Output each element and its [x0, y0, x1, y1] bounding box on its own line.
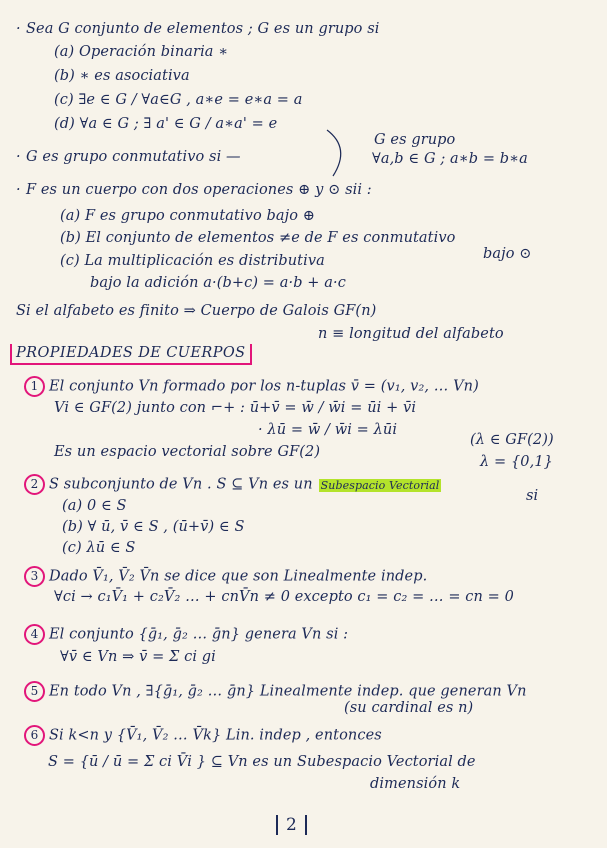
note-text: (b) ∗ es asociativa: [54, 68, 190, 84]
note-line-l4: [54, 91, 303, 109]
note-text: (c) ∃e ∈ G / ∀a∈G , a∗e = e∗a = a: [54, 92, 303, 108]
note-line-l12: [16, 302, 376, 320]
bullet-icon: ·: [16, 21, 21, 37]
note-text: Dado V̄₁, V̄₂ V̄n se dice que son Linealmente indep.: [49, 568, 428, 585]
note-text: (a) 0 ∈ S: [62, 498, 127, 514]
highlighted-term: Subespacio Vectorial: [320, 478, 440, 492]
note-text: S = {ū / ū = Σ ci V̄i } ⊆ Vn es un Subespacio Vectorial de: [48, 754, 476, 770]
note-text: dimensión k: [370, 776, 461, 792]
note-line-l8: [60, 207, 315, 225]
note-line-l9: [60, 229, 455, 247]
note-line-p5b: [344, 699, 473, 717]
note-text: ∀ci → c₁V̄₁ + c₂V̄₂ … + cnV̄n ≠ 0 excepto c₁ = c₂ = … = cn = 0: [54, 589, 514, 605]
note-line-p6b: [48, 753, 476, 771]
note-text: En todo Vn , ∃{ḡ₁, ḡ₂ … ḡn} Linealmente indep. que generan Vn: [49, 683, 527, 700]
note-line-p1b: [54, 399, 416, 417]
bullet-icon: ·: [16, 182, 21, 198]
note-line-p1e: [54, 443, 320, 461]
note-text: ∀v̄ ∈ Vn ⇒ v̄ = Σ ci gi: [60, 649, 216, 665]
note-text: G es grupo conmutativo si —: [26, 149, 241, 165]
property-number: 6: [24, 725, 45, 746]
property-number: 3: [24, 566, 45, 587]
note-line-l6b: [372, 150, 528, 168]
note-text: ∀a,b ∈ G ; a∗b = b∗a: [372, 151, 528, 167]
note-text: Si el alfabeto es finito ⇒ Cuerpo de Galois GF(n): [16, 303, 377, 319]
note-line-l7: [16, 181, 372, 199]
note-text: (d) ∀a ∈ G ; ∃ a' ∈ G / a∗a' = e: [54, 116, 278, 132]
note-line-p3b: [54, 588, 514, 606]
note-text: El conjunto Vn formado por los n-tuplas v̄ = (v₁, v₂, … Vn): [49, 378, 479, 395]
note-text: S subconjunto de Vn . S ⊆ Vn es un: [49, 476, 313, 493]
note-text: (c) λū ∈ S: [62, 540, 136, 556]
note-text: G es grupo: [374, 132, 456, 148]
note-line-p2c: [526, 487, 538, 505]
note-text: si: [526, 488, 539, 504]
property-number: 5: [24, 681, 45, 702]
note-line-p4a: [24, 624, 348, 645]
bracket-curve: [325, 128, 353, 178]
property-number: 4: [24, 624, 45, 645]
note-text: El conjunto {ḡ₁, ḡ₂ … ḡn} genera Vn si :: [49, 626, 349, 643]
bullet-icon: ·: [16, 149, 21, 165]
note-text: (a) F es grupo conmutativo bajo ⊕: [60, 208, 315, 224]
note-line-p2f: [62, 539, 135, 557]
note-text: bajo ⊙: [483, 246, 532, 262]
note-line-l2: [54, 43, 228, 61]
note-text: n ≡ longitud del alfabeto: [318, 326, 504, 342]
note-line-p6c: [370, 775, 460, 793]
note-text: Es un espacio vectorial sobre GF(2): [54, 444, 321, 460]
property-number: 1: [24, 376, 45, 397]
note-line-p2e: [62, 518, 245, 536]
note-line-l13: [318, 325, 504, 343]
note-text: (a) Operación binaria ∗: [54, 44, 229, 60]
note-text: (b) El conjunto de elementos ≠e de F es conmutativo: [60, 230, 456, 246]
note-line-p1a: [24, 376, 479, 397]
note-text: λ = {0,1}: [480, 454, 553, 470]
note-text: bajo la adición a·(b+c) = a·b + a·c: [90, 275, 346, 291]
note-text: (c) La multiplicación es distributiva: [60, 253, 325, 269]
note-line-l5: [54, 115, 277, 133]
note-line-p1d: [470, 431, 554, 449]
note-line-l6a: [374, 131, 455, 149]
section-title: PROPIEDADES DE CUERPOS: [10, 344, 252, 365]
note-text: Sea G conjunto de elementos ; G es un grupo si: [26, 21, 380, 37]
note-line-p4b: [60, 648, 216, 666]
note-line-p2a: [24, 474, 441, 495]
note-text: · λū = w̄ / w̄i = λūi: [258, 422, 398, 438]
note-line-l10a: [483, 245, 532, 263]
note-line-p1c: [258, 421, 397, 439]
note-text: Vi ∈ GF(2) junto con ⌐+ : ū+v̄ = w̄ / w̄i = ūi + v̄i: [54, 400, 417, 416]
note-text: (su cardinal es n): [344, 700, 474, 716]
note-line-l11: [90, 274, 346, 292]
page-number: 2: [276, 815, 307, 835]
note-line-p1f: [480, 453, 553, 471]
note-line-l6: [16, 148, 241, 166]
note-line-l3: [54, 67, 190, 85]
note-line-p2d: [62, 497, 127, 515]
note-line-p3a: [24, 566, 427, 587]
note-text: F es un cuerpo con dos operaciones ⊕ y ⊙ sii :: [26, 182, 372, 198]
property-number: 2: [24, 474, 45, 495]
note-text: Si k<n y {V̄₁, V̄₂ … V̄k} Lin. indep , entonces: [49, 727, 382, 744]
note-text: (λ ∈ GF(2)): [470, 432, 554, 448]
note-line-l10: [60, 252, 325, 270]
note-line-l1: [16, 20, 380, 38]
note-line-p6a: [24, 725, 382, 746]
note-text: (b) ∀ ū, v̄ ∈ S , (ū+v̄) ∈ S: [62, 519, 245, 535]
